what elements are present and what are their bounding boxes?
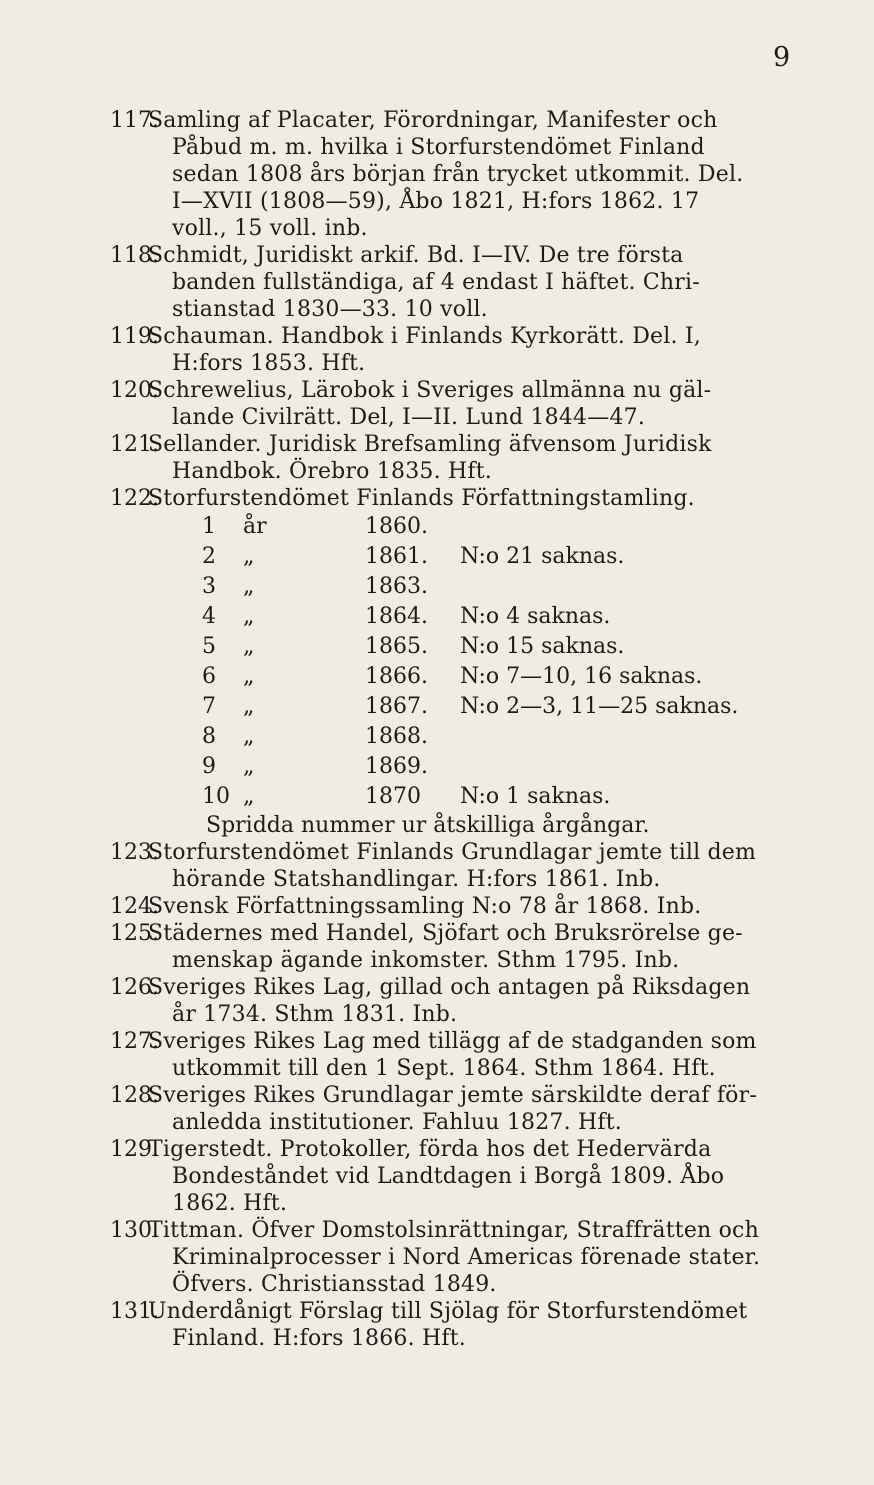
entry-number: 117. (110, 108, 159, 133)
year-value: 1866. (365, 664, 428, 689)
year-word: „ (243, 634, 255, 659)
entry-number: 124. (110, 894, 159, 919)
entry-text-line: anledda institutioner. Fahluu 1827. Hft. (172, 1110, 622, 1135)
volume-index: 8 (202, 724, 216, 749)
year-row (148, 722, 822, 752)
catalog-entry (0, 1298, 874, 1352)
year-row (148, 662, 822, 692)
entry-text-line: Storfurstendömet Finlands Författningstamling. (148, 486, 695, 511)
year-word: år (243, 514, 267, 539)
catalog-entry (0, 920, 874, 974)
year-value: 1869. (365, 754, 428, 779)
missing-note: N:o 15 saknas. (460, 634, 625, 659)
year-value: 1861. (365, 544, 428, 569)
entry-text-line: Öfvers. Christiansstad 1849. (172, 1272, 497, 1297)
catalog-entries (0, 107, 874, 1352)
year-row (148, 692, 822, 722)
entry-number: 119. (110, 324, 159, 349)
year-value: 1864. (365, 604, 428, 629)
catalog-entry (0, 242, 874, 323)
catalog-entry (0, 893, 874, 920)
entry-text-line: Sveriges Rikes Lag, gillad och antagen på Riksdagen (148, 975, 751, 1000)
entry-text-line: voll., 15 voll. inb. (172, 216, 368, 241)
entry-number: 128. (110, 1083, 159, 1108)
year-row (148, 782, 822, 812)
catalog-entry (0, 1082, 874, 1136)
catalog-entry (0, 431, 874, 485)
volume-index: 2 (202, 544, 216, 569)
entry-number: 129. (110, 1137, 159, 1162)
catalog-entry (0, 323, 874, 377)
entry-text-line: Tittman. Öfver Domstolsinrättningar, Straffrätten och (148, 1218, 759, 1243)
year-row (148, 752, 822, 782)
entry-text-line: Schmidt, Juridiskt arkif. Bd. I—IV. De tre första (148, 243, 684, 268)
volume-index: 4 (202, 604, 216, 629)
volume-index: 9 (202, 754, 216, 779)
entry-text-line: Schrewelius, Lärobok i Sveriges allmänna nu gäl- (148, 378, 712, 403)
year-row (148, 572, 822, 602)
year-row (148, 632, 822, 662)
entry-number: 118. (110, 243, 159, 268)
year-word: „ (243, 694, 255, 719)
entry-text-line: Kriminalprocesser i Nord Americas förenade stater. (172, 1245, 761, 1270)
entry-number: 120. (110, 378, 159, 403)
entry-text-line: Svensk Författningssamling N:o 78 år 1868. Inb. (148, 894, 702, 919)
year-value: 1865. (365, 634, 428, 659)
entry-text-line: utkommit till den 1 Sept. 1864. Sthm 1864. Hft. (172, 1056, 716, 1081)
entry-number: 131. (110, 1299, 159, 1324)
volume-index: 1 (202, 514, 216, 539)
entry-trailer: Spridda nummer ur åtskilliga årgångar. (206, 813, 650, 838)
entry-text-line: banden fullständiga, af 4 endast I häftet. Chri- (172, 270, 700, 295)
entry-text-line: Bondeståndet vid Landtdagen i Borgå 1809. Åbo (172, 1164, 725, 1189)
entry-text-line: Schauman. Handbok i Finlands Kyrkorätt. Del. I, (148, 324, 701, 349)
entry-text-line: H:fors 1853. Hft. (172, 351, 366, 376)
year-row (148, 542, 822, 572)
year-word: „ (243, 544, 255, 569)
entry-text-line: 1862. Hft. (172, 1191, 288, 1216)
entry-text-line: Handbok. Örebro 1835. Hft. (172, 459, 492, 484)
year-word: „ (243, 724, 255, 749)
year-value: 1863. (365, 574, 428, 599)
volume-index: 10 (202, 784, 230, 809)
year-value: 1860. (365, 514, 428, 539)
entry-number: 130. (110, 1218, 159, 1243)
catalog-entry (0, 1136, 874, 1217)
entry-text-line: år 1734. Sthm 1831. Inb. (172, 1002, 458, 1027)
year-word: „ (243, 784, 255, 809)
entry-text-line: lande Civilrätt. Del, I—II. Lund 1844—47. (172, 405, 646, 430)
entry-number: 127. (110, 1029, 159, 1054)
page-number: 9 (773, 42, 791, 73)
volume-index: 7 (202, 694, 216, 719)
entry-text-line: Sveriges Rikes Lag med tillägg af de stadganden som (148, 1029, 757, 1054)
catalog-entry (0, 107, 874, 242)
missing-note: N:o 7—10, 16 saknas. (460, 664, 703, 689)
entry-text-line: Tigerstedt. Protokoller, förda hos det Hedervärda (148, 1137, 712, 1162)
year-value: 1870 (365, 784, 421, 809)
volume-index: 3 (202, 574, 216, 599)
entry-text-line: hörande Statshandlingar. H:fors 1861. Inb. (172, 867, 661, 892)
entry-text-line: I—XVII (1808—59), Åbo 1821, H:fors 1862. 17 (172, 189, 700, 214)
year-row (148, 512, 822, 542)
entry-text-line: Sveriges Rikes Grundlagar jemte särskildte deraf för- (148, 1083, 757, 1108)
catalog-entry (0, 377, 874, 431)
catalog-entry (0, 485, 874, 839)
year-word: „ (243, 604, 255, 629)
year-word: „ (243, 664, 255, 689)
year-value: 1868. (365, 724, 428, 749)
volume-index: 5 (202, 634, 216, 659)
entry-text-line: sedan 1808 års början från trycket utkommit. Del. (172, 162, 744, 187)
entry-text-line: Samling af Placater, Förordningar, Manifester och (148, 108, 718, 133)
year-row (148, 602, 822, 632)
entry-number: 122. (110, 486, 159, 511)
entry-number: 125. (110, 921, 159, 946)
entry-text-line: Sellander. Juridisk Brefsamling äfvensom Juridisk (148, 432, 712, 457)
missing-note: N:o 1 saknas. (460, 784, 611, 809)
catalog-entry (0, 1028, 874, 1082)
catalog-entry (0, 1217, 874, 1298)
year-value: 1867. (365, 694, 428, 719)
missing-note: N:o 21 saknas. (460, 544, 625, 569)
year-word: „ (243, 574, 255, 599)
entry-number: 126. (110, 975, 159, 1000)
entry-text-line: menskap ägande inkomster. Sthm 1795. Inb. (172, 948, 680, 973)
entry-text-line: Påbud m. m. hvilka i Storfurstendömet Finland (172, 135, 705, 160)
missing-note: N:o 4 saknas. (460, 604, 611, 629)
entry-number: 123. (110, 840, 159, 865)
entry-number: 121. (110, 432, 159, 457)
catalog-entry (0, 974, 874, 1028)
entry-text-line: stianstad 1830—33. 10 voll. (172, 297, 488, 322)
entry-text-line: Städernes med Handel, Sjöfart och Bruksrörelse ge- (148, 921, 743, 946)
entry-text-line: Underdånigt Förslag till Sjölag för Storfurstendömet (148, 1299, 748, 1324)
year-list (148, 512, 822, 812)
entry-text-line: Storfurstendömet Finlands Grundlagar jemte till dem (148, 840, 757, 865)
entry-text-line: Finland. H:fors 1866. Hft. (172, 1326, 466, 1351)
year-word: „ (243, 754, 255, 779)
volume-index: 6 (202, 664, 216, 689)
catalog-entry (0, 839, 874, 893)
missing-note: N:o 2—3, 11—25 saknas. (460, 694, 739, 719)
